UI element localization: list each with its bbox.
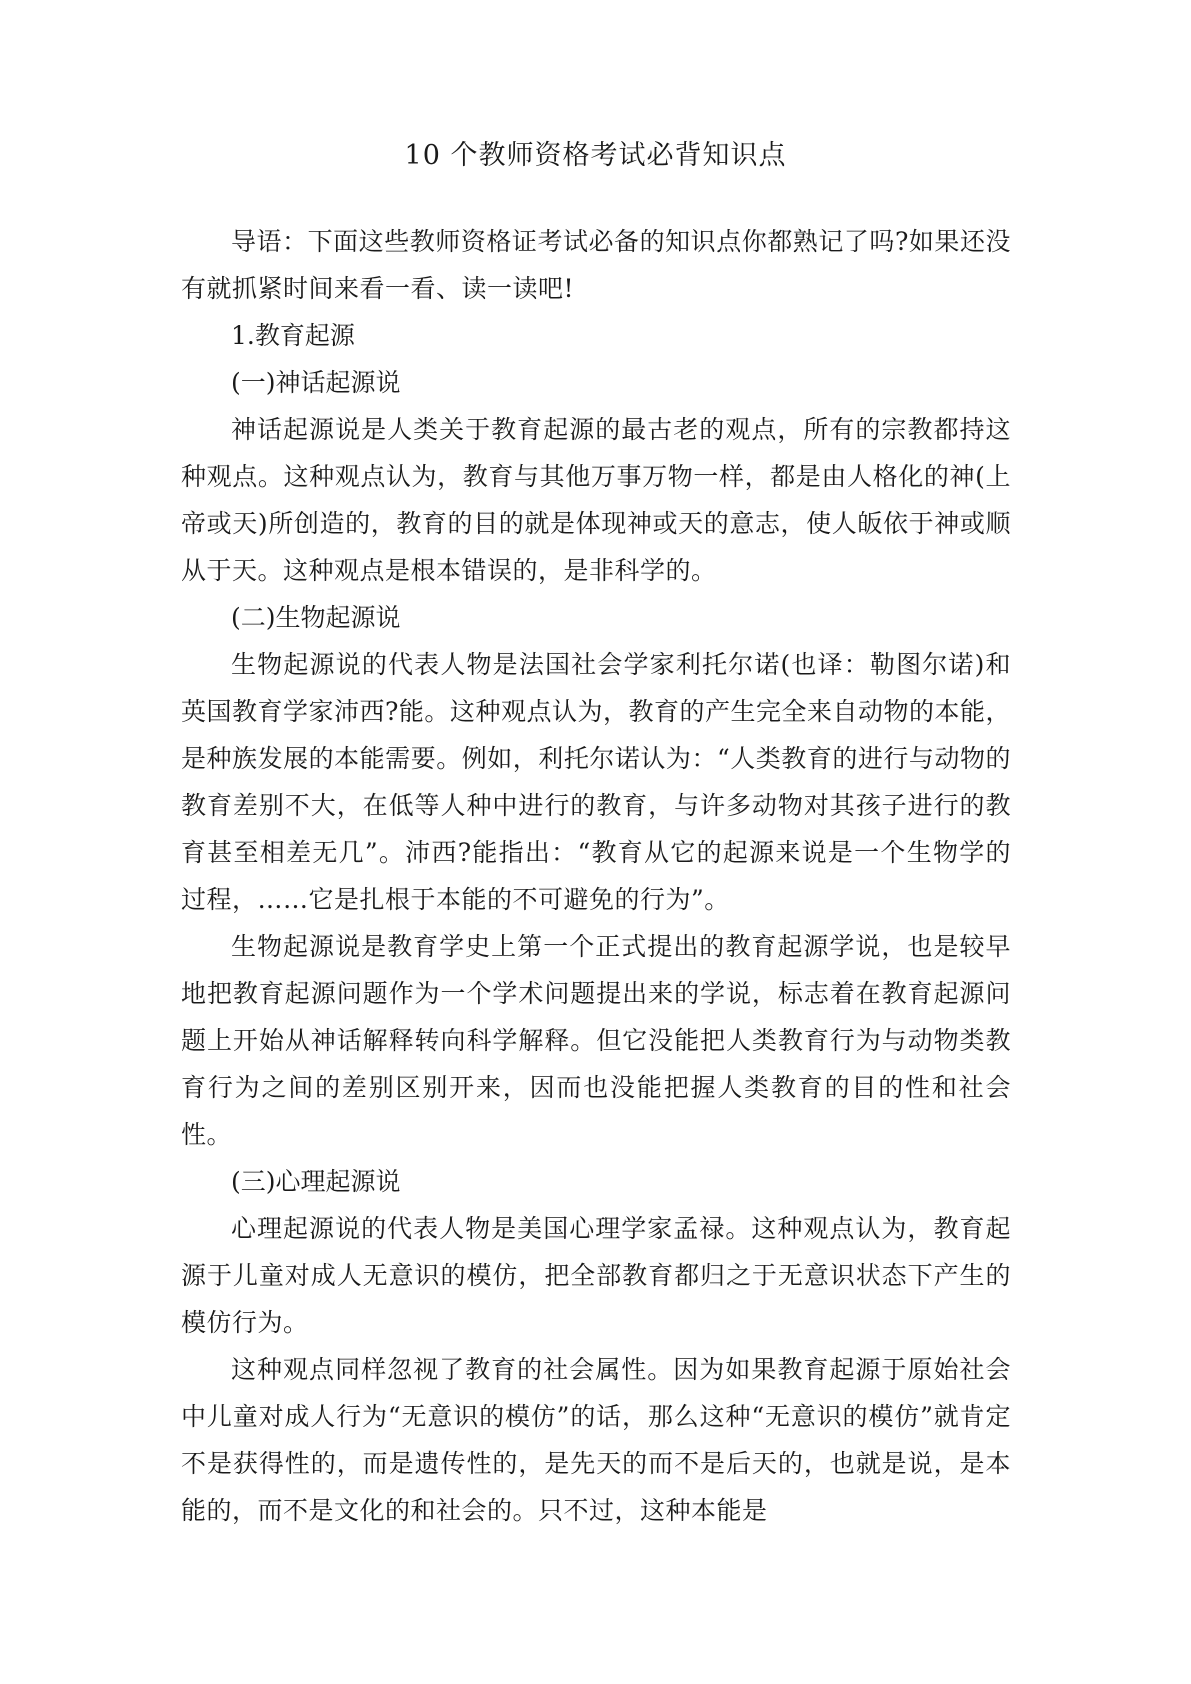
subheading-biological-origin: (二)生物起源说 xyxy=(231,603,401,632)
subheading-psychological-origin: (三)心理起源说 xyxy=(231,1167,401,1196)
subheading-myth-origin: (一)神话起源说 xyxy=(231,368,401,397)
document-title: 10 个教师资格考试必背知识点 xyxy=(404,140,787,171)
paragraph-psychological-origin: 心理起源说的代表人物是美国心理学家孟禄。这种观点认为，教育起源于儿童对成人无意识的模仿，把全部教育都归之于无意识状态下产生的模仿行为。 xyxy=(181,1214,1011,1337)
paragraph-biological-origin: 生物起源说的代表人物是法国社会学家利托尔诺(也译：勒图尔诺)和英国教育学家沛西?能。这种观点认为，教育的产生完全来自动物的本能，是种族发展的本能需要。例如，利托尔诺认为：“人类教育的进行与动物的教育差别不大，在低等人种中进行的教育，与许多动物对其孩子进行的教育甚至相差无几”。沛西?能指出：“教育从它的起源来说是一个生物学的过程，……它是扎根于本能的不可避免的行为”。 xyxy=(181,650,1011,914)
section-heading-education-origin: 1.教育起源 xyxy=(231,321,355,350)
paragraph-psychological-evaluation: 这种观点同样忽视了教育的社会属性。因为如果教育起源于原始社会中儿童对成人行为“无意识的模仿”的话，那么这种“无意识的模仿”就肯定不是获得性的，而是遗传性的，是先天的而不是后天的，也就是说，是本能的，而不是文化的和社会的。只不过，这种本能是 xyxy=(181,1355,1011,1525)
paragraph-myth-origin: 神话起源说是人类关于教育起源的最古老的观点，所有的宗教都持这种观点。这种观点认为，教育与其他万事万物一样，都是由人格化的神(上帝或天)所创造的，教育的目的就是体现神或天的意志，使人皈依于神或顺从于天。这种观点是根本错误的，是非科学的。 xyxy=(181,415,1011,585)
intro-paragraph: 导语：下面这些教师资格证考试必备的知识点你都熟记了吗?如果还没有就抓紧时间来看一看、读一读吧! xyxy=(181,227,1011,303)
document-body xyxy=(181,218,1011,1534)
paragraph-biological-evaluation: 生物起源说是教育学史上第一个正式提出的教育起源学说，也是较早地把教育起源问题作为一个学术问题提出来的学说，标志着在教育起源问题上开始从神话解释转向科学解释。但它没能把人类教育行为与动物类教育行为之间的差别区别开来，因而也没能把握人类教育的目的性和社会性。 xyxy=(181,932,1011,1149)
